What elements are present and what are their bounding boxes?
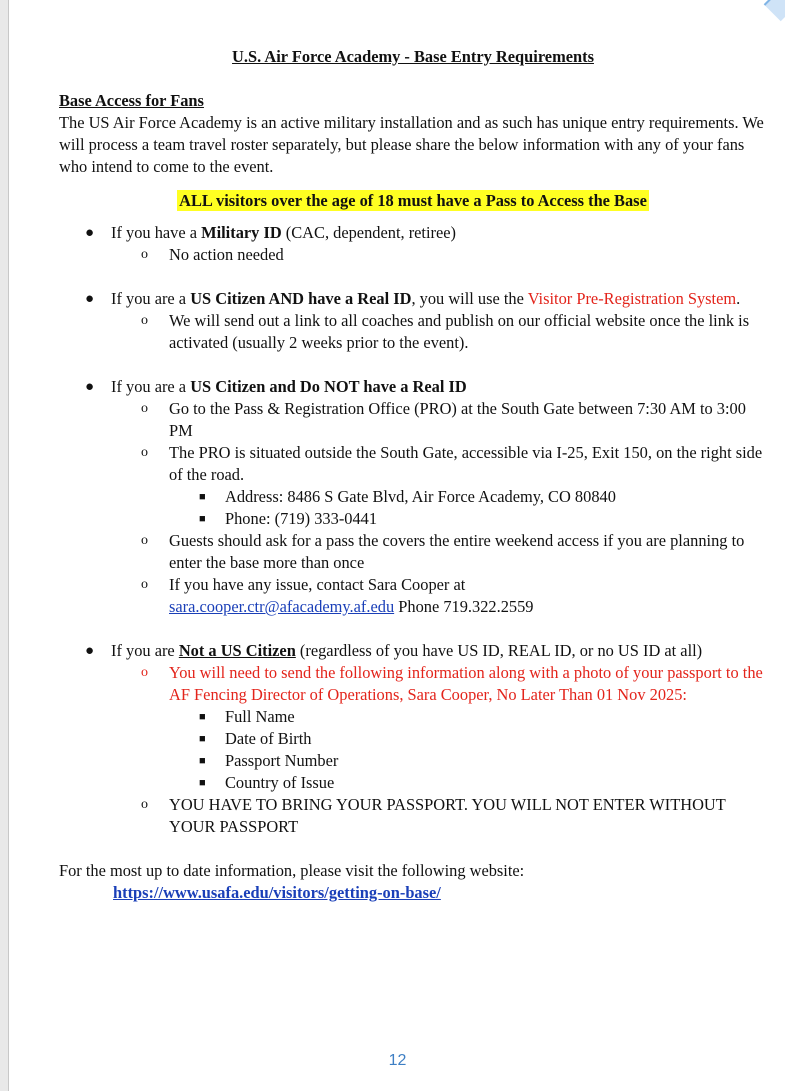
bullet-icon: ● <box>85 225 95 241</box>
footer-note: For the most up to date information, please visit the following website: <box>59 861 525 880</box>
requirements-list <box>59 222 767 838</box>
square-bullet-icon: ■ <box>199 513 206 525</box>
square-bullet-icon: ■ <box>199 711 206 723</box>
sublist-item: o YOU HAVE TO BRING YOUR PASSPORT. YOU WILL NOT ENTER WITHOUT YOUR PASSPORT <box>141 795 726 836</box>
circle-bullet-icon: o <box>141 445 148 460</box>
page-number: 12 <box>388 1052 407 1069</box>
list-item-text: If you are Not a US Citizen (regardless of you have US ID, REAL ID, or no US ID at all) <box>111 641 703 660</box>
required-info-item: ■ Passport Number <box>199 751 339 770</box>
sublist <box>111 398 767 618</box>
document-content <box>59 46 767 904</box>
visitors-website-link[interactable]: https://www.usafa.edu/visitors/getting-on-base/ <box>113 883 441 902</box>
nested-sublist <box>169 486 767 530</box>
highlight-callout: ALL visitors over the age of 18 must have a Pass to Access the Base <box>179 191 647 210</box>
square-bullet-icon: ■ <box>199 755 206 767</box>
bullet-icon: ● <box>85 643 95 659</box>
list-item-real-id <box>59 288 767 354</box>
page-corner-fold <box>764 0 785 21</box>
callout-line <box>59 190 767 212</box>
list-item-text: If you are a US Citizen and Do NOT have a Real ID <box>111 377 467 396</box>
sublist-item: o Go to the Pass & Registration Office (PRO) at the South Gate between 7:30 AM to 3:00 PM <box>141 399 746 440</box>
list-item-military-id <box>59 222 767 266</box>
circle-bullet-icon: o <box>141 797 148 812</box>
nested-sublist <box>169 706 767 794</box>
sublist <box>111 244 767 266</box>
sublist-item: o Guests should ask for a pass the covers the entire weekend access if you are planning to enter the base more than once <box>141 531 745 572</box>
square-bullet-icon: ■ <box>199 777 206 789</box>
list-item-text: If you have a Military ID (CAC, dependent, retiree) <box>111 223 456 242</box>
circle-bullet-icon: o <box>141 247 148 262</box>
address-item: ■ Address: 8486 S Gate Blvd, Air Force Academy, CO 80840 <box>199 487 616 506</box>
circle-bullet-icon: o <box>141 401 148 416</box>
sublist-item: o You will need to send the following information along with a photo of your passport to the AF Fencing Director of Operations, Sara Cooper, No Later Than 01 Nov 2025: ■ Full Name ■ Date of Birth ■ Passport Number ■ Country of Issue <box>111 662 767 794</box>
section-heading: Base Access for Fans <box>59 91 204 110</box>
sublist-item: o We will send out a link to all coaches and publish on our official website once the link is activated (usually 2 weeks prior to the event). <box>141 311 750 352</box>
required-info-item: ■ Full Name <box>199 707 295 726</box>
visitor-registration-link[interactable]: Visitor Pre-Registration System <box>527 289 737 308</box>
contact-email-link[interactable]: sara.cooper.ctr@afacademy.af.edu <box>169 597 395 616</box>
sublist-item: o The PRO is situated outside the South Gate, accessible via I-25, Exit 150, on the right side of the road. ■ Address: 8486 S Gate Blvd, Air Force Academy, CO 80840 ■ Phone: (719) 333-0441 <box>111 442 767 530</box>
document-title: U.S. Air Force Academy - Base Entry Requirements <box>232 47 594 66</box>
sublist-item: o No action needed <box>141 245 284 264</box>
sublist-item: o If you have any issue, contact Sara Cooper at sara.cooper.ctr@afacademy.af.edu Phone 719.322.2559 <box>141 575 534 616</box>
sublist <box>111 662 767 838</box>
list-item-no-real-id <box>59 376 767 618</box>
circle-bullet-icon: o <box>141 313 148 328</box>
circle-bullet-icon: o <box>141 577 148 592</box>
phone-item: ■ Phone: (719) 333-0441 <box>199 509 378 528</box>
list-item-non-citizen <box>59 640 767 838</box>
required-info-item: ■ Country of Issue <box>199 773 335 792</box>
document-page <box>8 0 785 1091</box>
footer-link-line <box>59 882 767 904</box>
list-item-text: If you are a US Citizen AND have a Real ID, you will use the Visitor Pre-Registration System. <box>111 289 741 308</box>
intro-paragraph: The US Air Force Academy is an active military installation and as such has unique entry requirements. We will process a team travel roster separately, but please share the below information with any of your fans who intend to come to the event. <box>59 113 764 176</box>
required-info-item: ■ Date of Birth <box>199 729 312 748</box>
circle-bullet-icon: o <box>141 665 148 680</box>
square-bullet-icon: ■ <box>199 733 206 745</box>
sublist <box>111 310 767 354</box>
bullet-icon: ● <box>85 291 95 307</box>
circle-bullet-icon: o <box>141 533 148 548</box>
square-bullet-icon: ■ <box>199 491 206 503</box>
bullet-icon: ● <box>85 379 95 395</box>
